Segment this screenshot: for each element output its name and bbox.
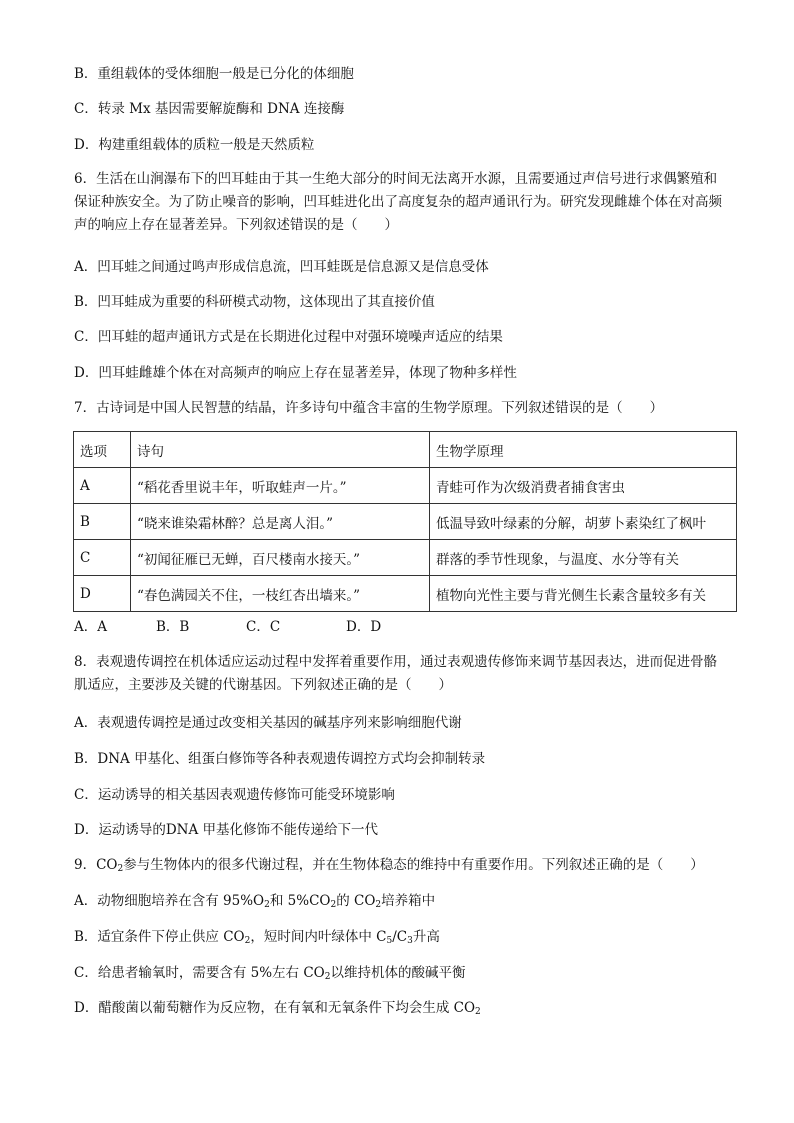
- q6-option-b: B．凹耳蛙成为重要的科研模式动物，这体现出了其直接价值: [74, 294, 435, 310]
- q9-option-a: A．动物细胞培养在含有 $95\%O_2$和 $5\%CO_2$的 $CO_2$培养箱中: [74, 893, 436, 910]
- q8-option-b: B．DNA 甲基化、组蛋白修饰等各种表观遗传调控方式均会抑制转录: [74, 751, 486, 767]
- table-header-poem: 诗句: [131, 432, 430, 468]
- q6-stem: 6．生活在山涧瀑布下的凹耳蛙由于其一生绝大部分的时间无法离开水源，且需要通过声信号进行求偶繁殖和保证种族安全。为了防止噪音的影响，凹耳蛙进化出了高度复杂的超声通讯行为。研究发现雌雄个体在对高频声的响应上存在显著差异。下列叙述错误的是（ ）: [74, 171, 722, 233]
- q9-option-d: D．醋酸菌以葡萄糖作为反应物，在有氧和无氧条件下均会生成 $CO_2$: [74, 1000, 481, 1017]
- table-cell-poem: “稻花香里说丰年，听取蛙声一片。”: [131, 468, 430, 504]
- q7-option-a: A．A: [74, 619, 107, 635]
- q5-option-c: C．转录 Mx 基因需要解旋酶和 DNA 连接酶: [74, 101, 345, 117]
- table-cell-option: D: [74, 576, 131, 612]
- q7-poem-table: [73, 431, 737, 612]
- q9-stem: 9．$CO_2$参与生物体内的很多代谢过程，并在生物体稳态的维持中有重要作用。下列叙述正确的是（ ）: [74, 857, 704, 874]
- q8-option-a: A．表观遗传调控是通过改变相关基因的碱基序列来影响细胞代谢: [74, 715, 462, 731]
- table-header-option: 选项: [74, 432, 131, 468]
- table-cell-principle: 植物向光性主要与背光侧生长素含量较多有关: [430, 576, 737, 612]
- q8-option-c: C．运动诱导的相关基因表观遗传修饰可能受环境影响: [74, 787, 395, 803]
- table-row: [74, 576, 737, 612]
- q5-option-b: B．重组载体的受体细胞一般是已分化的体细胞: [74, 66, 354, 82]
- table-cell-principle: 青蛙可作为次级消费者捕食害虫: [430, 468, 737, 504]
- q5-option-d: D．构建重组载体的质粒一般是天然质粒: [74, 137, 315, 153]
- q6-option-c: C．凹耳蛙的超声通讯方式是在长期进化过程中对强环境噪声适应的结果: [74, 329, 503, 345]
- q7-option-b: B．B: [156, 619, 190, 635]
- table-row: [74, 504, 737, 540]
- table-row: [74, 540, 737, 576]
- q7-options: [74, 618, 381, 636]
- q6-option-d: D．凹耳蛙雌雄个体在对高频声的响应上存在显著差异，体现了物种多样性: [74, 365, 517, 381]
- q7-option-c: C．C: [246, 619, 281, 635]
- q9-option-c: C．给患者输氧时，需要含有 5%左右 $CO_2$以维持机体的酸碱平衡: [74, 965, 466, 982]
- q8-option-d: D．运动诱导的DNA 甲基化修饰不能传递给下一代: [74, 822, 378, 838]
- q9-option-b: B．适宜条件下停止供应 $CO_2$，短时间内叶绿体中 $C_5/C_3$升高: [74, 929, 440, 946]
- table-cell-poem: “晓来谁染霜林醉？总是离人泪。”: [131, 504, 430, 540]
- table-row: [74, 468, 737, 504]
- table-cell-option: A: [74, 468, 131, 504]
- q8-stem: 8．表观遗传调控在机体适应运动过程中发挥着重要作用，通过表观遗传修饰来调节基因表达，进而促进骨骼肌适应，主要涉及关键的代谢基因。下列叙述正确的是（ ）: [74, 654, 718, 693]
- table-header-row: [74, 432, 737, 468]
- q7-stem: 7．古诗词是中国人民智慧的结晶，许多诗句中蕴含丰富的生物学原理。下列叙述错误的是（ ）: [74, 400, 664, 416]
- table-header-principle: 生物学原理: [430, 432, 737, 468]
- q6-option-a: A．凹耳蛙之间通过鸣声形成信息流，凹耳蛙既是信息源又是信息受体: [74, 259, 489, 275]
- table-cell-option: C: [74, 540, 131, 576]
- table-cell-principle: 群落的季节性现象，与温度、水分等有关: [430, 540, 737, 576]
- q7-option-d: D．D: [346, 619, 382, 635]
- table-cell-option: B: [74, 504, 131, 540]
- table-cell-poem: “春色满园关不住，一枝红杏出墙来。”: [131, 576, 430, 612]
- table-cell-principle: 低温导致叶绿素的分解，胡萝卜素染红了枫叶: [430, 504, 737, 540]
- table-cell-poem: “初闻征雁已无蝉，百尺楼南水接天。”: [131, 540, 430, 576]
